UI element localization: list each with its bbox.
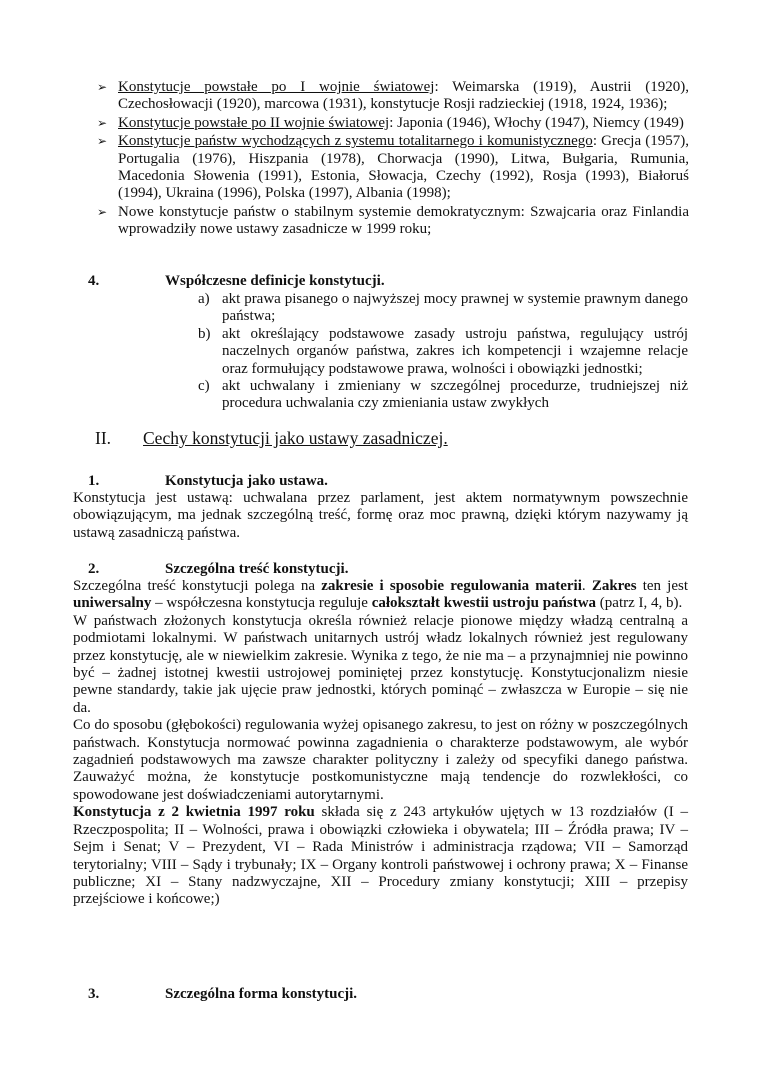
item-heading: Konstytucje państw wychodzących z systemu totalitarnego i komunistycznego bbox=[118, 133, 593, 150]
arrow-bullet-icon: ➢ bbox=[97, 80, 108, 94]
paragraph bbox=[73, 804, 688, 908]
section-number: 1. bbox=[88, 473, 100, 489]
section-number: 4. bbox=[88, 273, 100, 289]
text: ten jest bbox=[636, 578, 689, 594]
section-heading: Współczesne definicje konstytucji. bbox=[165, 273, 385, 289]
section-2-body bbox=[73, 578, 688, 909]
item-text: : Weimarska (1919), Austrii (1920), Czechosłowacji (1920), marcowa (1931), konstytucje Rosji radzieckiej (1918, 1924, 1936); bbox=[118, 79, 689, 113]
text: składa się z 243 artykułów ujętych w 13 rozdziałów (I – Rzeczpospolita; II – Wolności, prawa i obowiązki człowieka i obywatela; III – Źródła prawa; IV – Sejm i Senat; V – Prezydent, VI – Rada Ministrów i administracja rządowa; VII – Samorząd terytorialny; VIII – Sądy i trybunały; IX – Organy kontroli państwowej i ochrony prawa; X – Finanse publiczne; XI – Stany nadzwyczajne, XII – Procedury zmiany konstytucji; XIII – przepisy przejściowe i końcowe;) bbox=[73, 804, 688, 908]
item-text: akt uchwalany i zmieniany w szczególnej procedurze, trudniejszej niż procedura uchwalania czy zmieniania ustaw zwykłych bbox=[222, 378, 688, 412]
text: – współczesna konstytucja reguluje bbox=[151, 595, 372, 612]
item-text: Nowe konstytucje państw o stabilnym systemie demokratycznym: Szwajcaria oraz Finlandia wprowadziły nowe ustawy zasadnicze w 1999 roku; bbox=[118, 203, 689, 238]
item-label: c) bbox=[198, 378, 210, 395]
bold-text: uniwersalny bbox=[73, 595, 152, 612]
section-heading: Konstytucja jako ustawa. bbox=[165, 473, 328, 489]
text: Szczególna treść konstytucji polega na bbox=[73, 578, 322, 594]
text: . bbox=[581, 578, 592, 594]
item-text: : Japonia (1946), Włochy (1947), Niemcy (1949) bbox=[389, 114, 684, 131]
item-text: : Grecja (1957), Portugalia (1976), Hiszpania (1978), Chorwacja (1990), Litwa, Bułgaria, Rumunia, Macedonia Słowenia (1991), Estonia, Słowacja, Czechy (1992), Rosja (1993), Białoruś (1994), Ukraina (1996), Polska (1997), Albania (1998); bbox=[118, 133, 689, 202]
item-text: akt określający podstawowe zasady ustroju państwa, regulujący ustrój naczelnych organów państwa, zakres ich kompetencji i wzajemne relacje oraz formułujący podstawowe prawa, wolności i obowiązki jednostki; bbox=[222, 325, 688, 377]
bold-text: zakresie i sposobie regulowania materii bbox=[321, 578, 582, 594]
list-item bbox=[97, 115, 689, 132]
bold-text: Konstytucja z 2 kwietnia 1997 roku bbox=[73, 804, 315, 821]
chapter-number: II. bbox=[95, 428, 112, 448]
arrow-bullet-icon: ➢ bbox=[97, 204, 108, 219]
item-heading: Konstytucje powstałe po I wojnie światowej bbox=[118, 79, 435, 95]
list-item bbox=[198, 378, 688, 413]
bold-text: całokształt kwestii ustroju państwa bbox=[371, 595, 597, 612]
constitutions-list bbox=[97, 79, 689, 240]
item-heading: Konstytucje powstałe po II wojnie światowej bbox=[118, 114, 390, 131]
chapter-heading bbox=[95, 428, 448, 448]
list-item bbox=[97, 79, 689, 114]
chapter-title: Cechy konstytucji jako ustawy zasadniczej. bbox=[143, 428, 448, 448]
bold-text: Zakres bbox=[591, 578, 637, 594]
list-item bbox=[97, 204, 689, 239]
text: (patrz I, 4, b). bbox=[596, 595, 683, 612]
section-number: 2. bbox=[88, 561, 100, 577]
item-text: akt prawa pisanego o najwyższej mocy prawnej w systemie prawnym danego państwa; bbox=[222, 291, 688, 325]
item-label: b) bbox=[198, 325, 211, 342]
section-heading: Szczególna forma konstytucji. bbox=[165, 986, 358, 1002]
paragraph: Co do sposobu (głębokości) regulowania wyżej opisanego zakresu, to jest on różny w poszczególnych państwach. Konstytucja normować powinna zagadnienia o charakterze podstawowym, ale wybór zagadnień podstawowych ma zawsze charakter polityczny i zależy od specyfiki danego państwa. Zauważyć można, że konstytucje postkomunistyczne mają tendencje do rozwlekłości, co spowodowane jest doświadczeniami autorytarnymi. bbox=[73, 717, 688, 803]
paragraph bbox=[73, 490, 688, 542]
paragraph bbox=[73, 578, 688, 613]
item-label: a) bbox=[198, 291, 210, 307]
section-heading: Szczególna treść konstytucji. bbox=[165, 561, 349, 577]
list-item bbox=[198, 291, 688, 326]
section-number: 3. bbox=[88, 986, 100, 1002]
definitions-list bbox=[198, 291, 688, 413]
arrow-bullet-icon: ➢ bbox=[97, 134, 108, 149]
list-item bbox=[97, 133, 689, 203]
paragraph: W państwach złożonych konstytucja określa również relacje pionowe między władzą centralną a podmiotami lokalnymi. W państwach unitarnych ustrój władz lokalnych również jest regulowany przez konstytucję, ale w niewielkim zakresie. Wynika z tego, że nie ma – a przynajmniej nie powinno być – żadnej istotnej kwestii ustrojowej pominiętej przez konstytucję. Konstytucjonalizm niesie pewne standardy, takie jak ujęcie praw jednostki, których pominąć – zwłaszcza w Europie – się nie da. bbox=[73, 612, 688, 716]
paragraph-text: Konstytucja jest ustawą: uchwalana przez parlament, jest aktem normatywnym powszechnie obowiązującym, ma jednak szczególną treść, formę oraz moc prawną, dzięki którym nazywamy ją ustawą zasadniczą państwa. bbox=[73, 490, 688, 541]
list-item bbox=[198, 326, 688, 378]
arrow-bullet-icon: ➢ bbox=[97, 115, 108, 130]
